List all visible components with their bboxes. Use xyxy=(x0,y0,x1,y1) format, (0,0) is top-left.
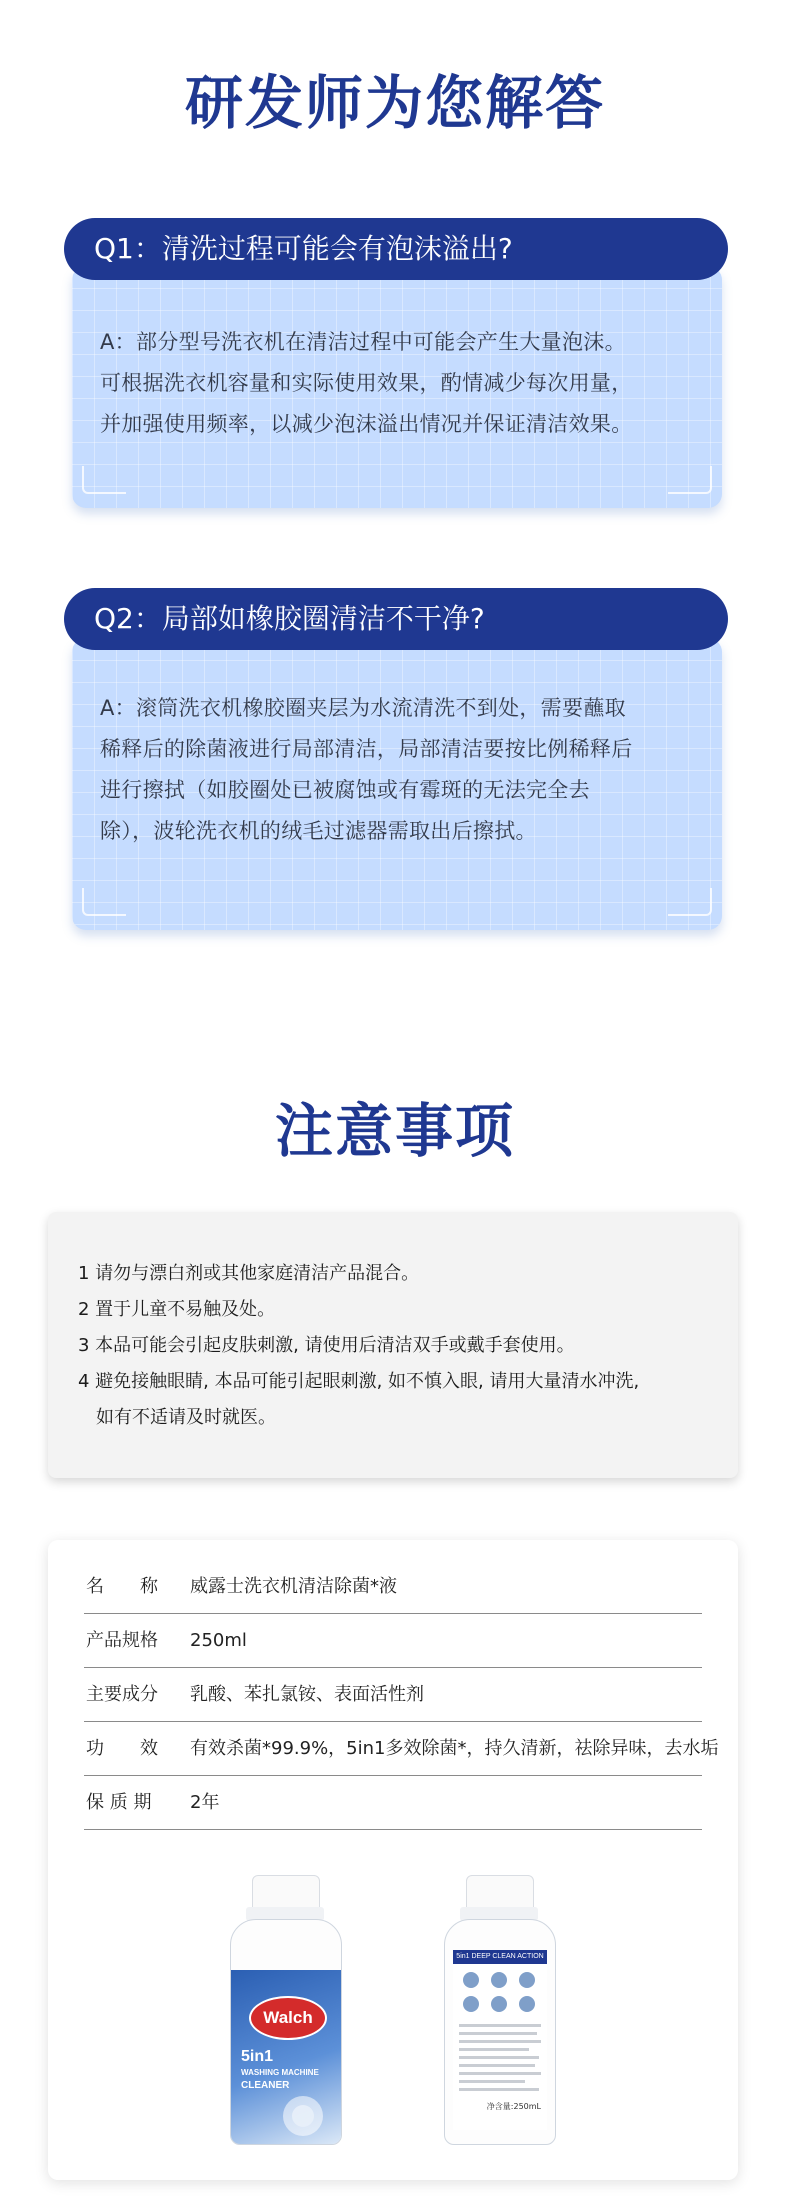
bottle-body xyxy=(444,1919,556,2145)
spec-value: 威露士洗衣机清洁除菌*液 xyxy=(190,1576,397,1597)
label-line2: WASHING MACHINE xyxy=(241,2068,319,2077)
notice-item: 4 避免接触眼睛, 本品可能引起眼刺激, 如不慎入眼, 请用大量清水冲洗, xyxy=(78,1371,640,1392)
notice-item: 2 置于儿童不易触及处。 xyxy=(78,1299,276,1320)
card-corner-decoration xyxy=(668,466,712,494)
faq-question-2: Q2：局部如橡胶圈清洁不干净? xyxy=(64,588,728,650)
product-bottle-back xyxy=(440,1875,558,2145)
answer-line: 进行擦拭（如胶圈处已被腐蚀或有霉斑的无法完全去 xyxy=(100,778,590,802)
feature-icon xyxy=(491,1972,507,1988)
spec-key: 名 称 xyxy=(86,1576,158,1597)
spec-card xyxy=(48,1540,738,2180)
bottle-back-label xyxy=(453,1950,547,2130)
text-line xyxy=(459,2024,541,2027)
notice-list xyxy=(78,1256,718,1436)
label-line3: CLEANER xyxy=(241,2080,290,2091)
text-line xyxy=(459,2032,537,2035)
spec-value: 250ml xyxy=(190,1630,247,1651)
text-line xyxy=(459,2048,529,2051)
notice-item-continuation xyxy=(78,1400,718,1436)
spec-row xyxy=(84,1722,719,1776)
card-corner-decoration xyxy=(82,466,126,494)
feature-icon xyxy=(463,1996,479,2012)
text-line xyxy=(459,2064,535,2067)
faq-title: 研发师为您解答 xyxy=(184,69,605,137)
brand-logo: Walch xyxy=(249,1996,327,2040)
answer-line: 并加强使用频率，以减少泡沫溢出情况并保证清洁效果。 xyxy=(100,412,633,436)
faq-question-1: Q1：清洗过程可能会有泡沫溢出? xyxy=(64,218,728,280)
card-corner-decoration xyxy=(82,888,126,916)
answer-line: 除），波轮洗衣机的绒毛过滤器需取出后擦拭。 xyxy=(100,819,537,843)
text-line xyxy=(459,2080,525,2083)
notice-item-4-cont: 如有不适请及时就医。 xyxy=(96,1407,276,1428)
spec-key: 保 质 期 xyxy=(86,1792,152,1813)
spec-value: 乳酸、苯扎氯铵、表面活性剂 xyxy=(190,1684,424,1705)
feature-icon xyxy=(519,1972,535,1988)
feature-icon xyxy=(491,1996,507,2012)
spec-row xyxy=(84,1560,702,1614)
product-bottle-front xyxy=(226,1875,344,2145)
card-corner-decoration xyxy=(668,888,712,916)
text-line xyxy=(459,2072,541,2075)
notice-item: 3 本品可能会引起皮肤刺激, 请使用后清洁双手或戴手套使用。 xyxy=(78,1335,575,1356)
answer-line: 可根据洗衣机容量和实际使用效果，酌情减少每次用量， xyxy=(100,371,633,395)
feature-icon xyxy=(519,1996,535,2012)
back-label-header: 5in1 DEEP CLEAN ACTION xyxy=(453,1950,547,1964)
faq-answer-1 xyxy=(100,322,700,445)
faq-answer-2 xyxy=(100,688,700,852)
answer-line: 稀释后的除菌液进行局部清洁，局部清洁要按比例稀释后 xyxy=(100,737,633,761)
answer-line: A：滚筒洗衣机橡胶圈夹层为水流清洗不到处，需要蘸取 xyxy=(100,696,626,720)
bottle-label xyxy=(231,1970,341,2144)
spec-key: 主要成分 xyxy=(86,1684,158,1705)
label-5in1: 5in1 xyxy=(241,2048,274,2065)
spec-row xyxy=(84,1668,702,1722)
feature-icon xyxy=(463,1972,479,1988)
volume-label: 净含量:250mL xyxy=(486,2102,541,2111)
notice-title: 注意事项 xyxy=(274,1097,515,1165)
spec-key: 功 效 xyxy=(86,1738,158,1759)
bottle-body xyxy=(230,1919,342,2145)
notice-card xyxy=(48,1212,738,1478)
product-images xyxy=(48,1875,738,2155)
answer-line: A：部分型号洗衣机在清洁过程中可能会产生大量泡沫。 xyxy=(100,330,626,354)
spec-row xyxy=(84,1776,702,1830)
spec-table xyxy=(84,1560,719,1830)
bottle-cap xyxy=(466,1875,534,1911)
spec-row xyxy=(84,1614,702,1668)
notice-item: 1 请勿与漂白剂或其他家庭清洁产品混合。 xyxy=(78,1263,420,1284)
text-line xyxy=(459,2040,541,2043)
text-line xyxy=(459,2056,539,2059)
water-splash-icon xyxy=(271,2090,335,2140)
spec-value: 2年 xyxy=(190,1792,220,1813)
text-line xyxy=(459,2088,539,2091)
spec-key: 产品规格 xyxy=(86,1630,158,1651)
bottle-cap xyxy=(252,1875,320,1911)
spec-value: 有效杀菌*99.9%，5in1多效除菌*，持久清新，祛除异味，去水垢 xyxy=(190,1738,719,1759)
